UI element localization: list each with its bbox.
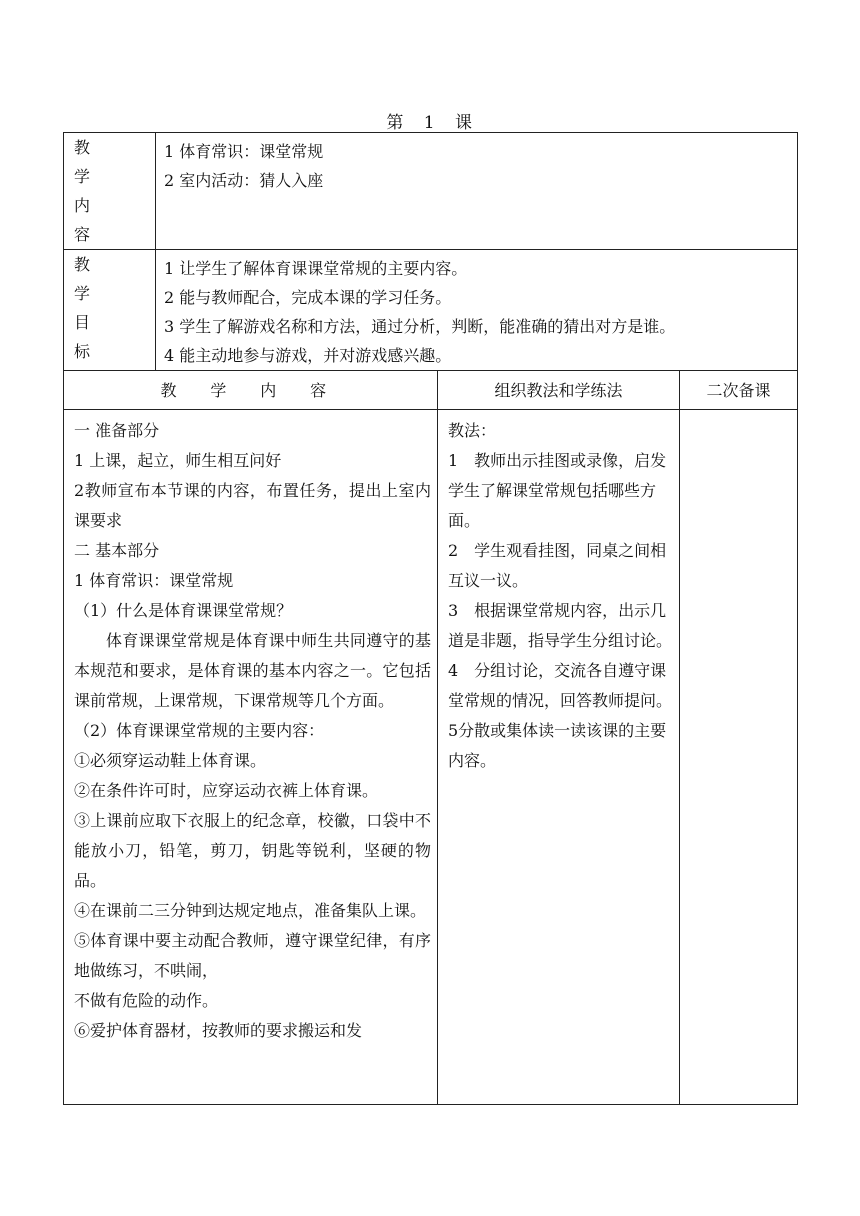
content-line: 体育课课堂常规是体育课中师生共同遵守的基本规范和要求，是体育课的基本内容之一。它包括课前常规，上课常规，下课常规等几个方面。 bbox=[74, 631, 431, 710]
method-line: 教法： bbox=[448, 421, 497, 440]
teaching-goals-label: 教 学 目 标 bbox=[64, 250, 156, 371]
goal-line: 3 学生了解游戏名称和方法，通过分析，判断，能准确的猜出对方是谁。 bbox=[164, 317, 676, 336]
header-teaching-content: 教 学 内 容 bbox=[64, 371, 438, 410]
method-line: 1 教师出示挂图或录像，启发学生了解课堂常规包括哪些方面。 bbox=[448, 451, 667, 530]
header-second-prep: 二次备课 bbox=[680, 371, 798, 410]
content-line: （1）什么是体育课课堂常规？ bbox=[74, 601, 293, 620]
lesson-body-row bbox=[64, 410, 798, 1105]
content-line: （2）体育课课堂常规的主要内容： bbox=[74, 721, 325, 740]
method-line: 3 根据课堂常规内容，出示几道是非题，指导学生分组讨论。 bbox=[448, 601, 673, 650]
content-line: 二 基本部分 bbox=[74, 541, 160, 560]
teaching-content-row bbox=[64, 133, 798, 250]
content-line: ④在课前二三分钟到达规定地点，准备集队上课。 bbox=[74, 901, 427, 920]
content-line: ⑤体育课中要主动配合教师，遵守课堂纪律，有序地做练习，不哄闹， bbox=[74, 931, 431, 980]
goal-line: 1 让学生了解体育课课堂常规的主要内容。 bbox=[164, 259, 468, 278]
content-line: 1 体育常识：课堂常规 bbox=[164, 142, 324, 161]
page-title: 第 1 课 bbox=[386, 113, 474, 133]
column-header-row bbox=[64, 371, 798, 410]
content-line: 1 上课，起立，师生相互问好 bbox=[74, 451, 282, 470]
content-line: 2教师宣布本节课的内容，布置任务，提出上室内课要求 bbox=[74, 481, 431, 530]
teaching-goals-text bbox=[156, 250, 798, 371]
content-line: ②在条件许可时，应穿运动衣裤上体育课。 bbox=[74, 781, 379, 800]
content-line: 2 室内活动：猜人入座 bbox=[164, 171, 324, 190]
content-line: 1 体育常识：课堂常规 bbox=[74, 571, 234, 590]
teaching-content-text bbox=[156, 133, 798, 250]
method-line: 5分散或集体读一读该课的主要内容。 bbox=[448, 721, 667, 770]
content-line: 一 准备部分 bbox=[74, 421, 160, 440]
content-line: ③上课前应取下衣服上的纪念章，校徽，口袋中不能放小刀，铅笔，剪刀，钥匙等锐利，坚硬的物品。 bbox=[74, 811, 431, 890]
header-method: 组织教法和学练法 bbox=[438, 371, 680, 410]
lesson-plan-table bbox=[63, 132, 798, 1105]
method-line: 4 分组讨论，交流各自遵守课堂常规的情况，回答教师提问。 bbox=[448, 661, 673, 710]
content-line: ①必须穿运动鞋上体育课。 bbox=[74, 751, 267, 770]
teaching-goals-row bbox=[64, 250, 798, 371]
content-line: 不做有危险的动作。 bbox=[74, 991, 219, 1010]
method-column bbox=[438, 410, 680, 1105]
lesson-content-column bbox=[64, 410, 438, 1105]
method-line: 2 学生观看挂图，同桌之间相互议一议。 bbox=[448, 541, 667, 590]
goal-line: 4 能主动地参与游戏，并对游戏感兴趣。 bbox=[164, 346, 452, 365]
content-line: ⑥爱护体育器材，按教师的要求搬运和发 bbox=[74, 1021, 363, 1040]
goal-line: 2 能与教师配合，完成本课的学习任务。 bbox=[164, 288, 452, 307]
teaching-content-label: 教 学 内 容 bbox=[64, 133, 156, 250]
second-prep-column bbox=[680, 410, 798, 1105]
